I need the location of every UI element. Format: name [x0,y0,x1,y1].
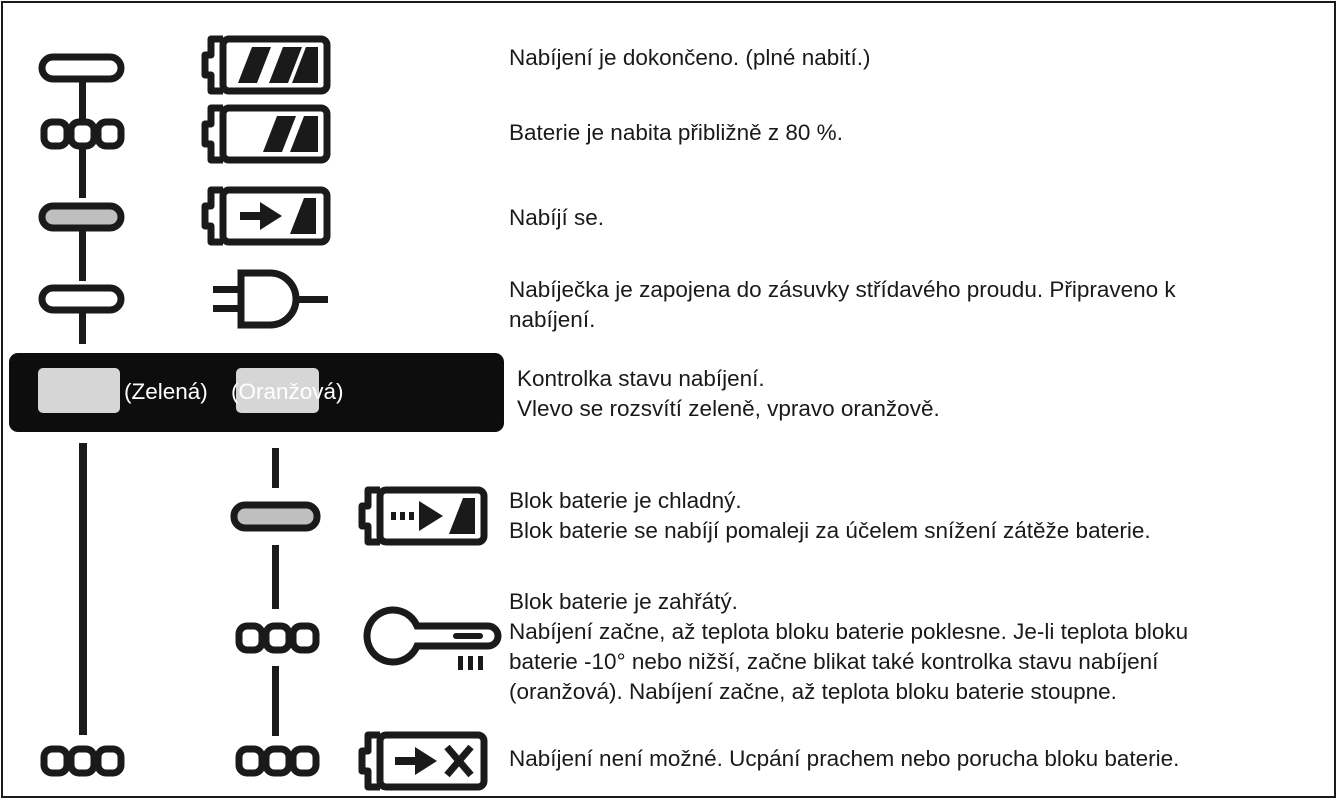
description-line: Blok baterie je chladný. [509,488,742,513]
battery-80-icon [205,108,327,160]
legend-green-label: (Zelená) [124,379,208,404]
status-lamp-steady [42,57,121,79]
description-80 [509,118,843,148]
description-full [509,43,870,73]
description-plugged [509,275,1176,335]
battery-full-icon [205,39,327,91]
description-charging [509,203,604,233]
status-lamp-blinking [44,122,121,146]
status-lamp-blinking [239,749,316,773]
description-line: Nabíjí se. [509,205,605,230]
connector-line-right [272,448,279,488]
description-line: nabíjení. [509,307,596,332]
description-line: Nabíječka je zapojena do zásuvky střídavého proudu. Připraveno k [509,277,1176,302]
description-line: Vlevo se rozsvítí zeleně, vpravo oranžově. [517,396,940,421]
description-line: Kontrolka stavu nabíjení. [517,366,765,391]
status-lamp-blinking [239,626,316,650]
description-line: Nabíjení je dokončeno. (plné nabití.) [509,45,871,70]
legend-orange-label: (Oranžová) [231,379,344,404]
battery-charging-icon [205,190,327,242]
description-line: Nabíjení není možné. Ucpání prachem nebo porucha bloku baterie. [509,746,1180,771]
description-line: Baterie je nabita přibližně z 80 %. [509,120,843,145]
description-indicator [517,364,940,424]
description-line: Blok baterie je zahřátý. [509,589,738,614]
connector-line-left [79,443,87,735]
description-line: baterie -10° nebo nižší, začne blikat také kontrolka stavu nabíjení [509,649,1159,674]
status-lamp-blinking [44,749,121,773]
green-lamp-swatch [38,368,120,413]
description-cold [509,486,1151,546]
description-line: Nabíjení začne, až teplota bloku baterie poklesne. Je-li teplota bloku [509,619,1189,644]
description-hot [509,587,1188,707]
description-line: (oranžová). Nabíjení začne, až teplota bloku baterie stoupne. [509,679,1117,704]
status-lamp-lit [234,505,317,528]
ac-plug-icon [213,273,328,325]
description-line: Blok baterie se nabíjí pomaleji za účelem snížení zátěže baterie. [509,518,1151,543]
battery-cold-charging-icon [362,490,484,542]
thermometer-icon [367,610,498,670]
battery-error-icon [362,735,484,787]
status-lamp-steady [42,288,121,310]
description-error [509,744,1179,774]
status-lamp-lit [42,206,121,228]
